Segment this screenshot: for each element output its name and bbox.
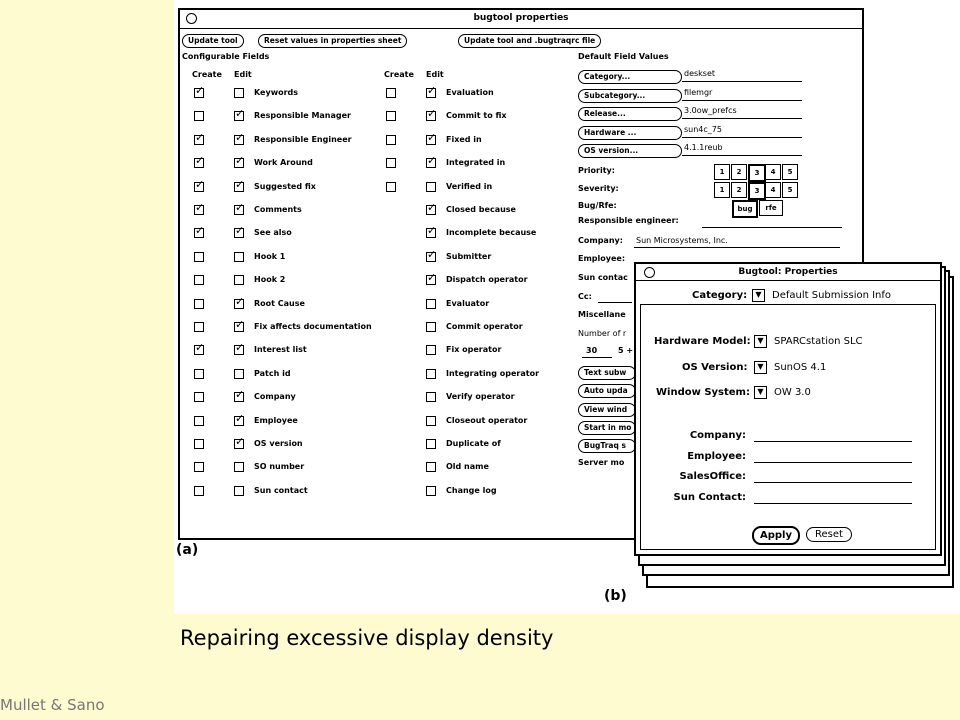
option-button[interactable]: Auto upda — [578, 384, 636, 398]
edit-checkbox[interactable] — [426, 252, 436, 262]
field-label: Evaluation — [446, 88, 494, 97]
sun-contact-label: Sun contac — [578, 273, 628, 282]
severity-option[interactable]: 3 — [748, 182, 766, 200]
miscellaneous-label: Miscellane — [578, 310, 626, 319]
configurable-fields-heading: Configurable Fields — [182, 52, 270, 61]
field-label: Employee — [254, 415, 298, 425]
edit-checkbox[interactable] — [234, 462, 244, 472]
edit-checkbox[interactable] — [234, 205, 244, 215]
field-label: Root Cause — [254, 298, 305, 308]
default-field-value: sun4c_75 — [684, 124, 722, 134]
category-value: Default Submission Info — [772, 290, 892, 301]
bugrfe-option[interactable]: rfe — [759, 200, 783, 216]
panel-b-field-label: Sun Contact: — [673, 491, 746, 503]
create-checkbox[interactable] — [194, 205, 204, 215]
default-field-underline — [682, 81, 802, 82]
company-underline — [634, 247, 840, 248]
option-button[interactable]: BugTraq s — [578, 439, 636, 453]
field-label: Incomplete because — [446, 228, 537, 238]
panel-b-field-label: Company: — [689, 430, 746, 441]
hardware-value: SPARCstation SLC — [774, 336, 863, 347]
panel-b-field-input[interactable] — [754, 462, 912, 463]
window-system-label: Window System: — [656, 387, 750, 398]
number-label: Number of r — [578, 329, 627, 338]
severity-option[interactable]: 4 — [765, 182, 781, 198]
option-button[interactable]: Text subw — [578, 366, 636, 380]
cc-label: Cc: — [578, 292, 592, 301]
option-button[interactable]: Start in mo — [578, 421, 636, 435]
edit-checkbox[interactable] — [426, 439, 436, 449]
field-label: Responsible Manager — [254, 111, 351, 121]
number-underline — [582, 357, 612, 358]
os-version-menu-icon[interactable]: ▼ — [754, 361, 767, 374]
edit-checkbox[interactable] — [234, 299, 244, 309]
edit-checkbox[interactable] — [426, 462, 436, 472]
os-version-value: SunOS 4.1 — [774, 362, 827, 373]
toolbar-button-1[interactable]: Update tool — [182, 34, 244, 48]
field-label: Dispatch operator — [446, 275, 528, 285]
field-label: Evaluator — [446, 298, 490, 308]
hardware-menu-icon[interactable]: ▼ — [754, 335, 767, 348]
field-label: Change log — [446, 485, 497, 495]
priority-option[interactable]: 3 — [748, 164, 766, 182]
edit-checkbox[interactable] — [426, 135, 436, 145]
bugrfe-option[interactable]: bug — [732, 200, 758, 218]
reset-button[interactable] — [806, 527, 852, 542]
field-label: Integrating operator — [446, 368, 540, 378]
field-label: Comments — [254, 205, 302, 214]
edit-checkbox[interactable] — [234, 439, 244, 449]
field-label: Closed because — [446, 205, 516, 214]
priority-option[interactable]: 1 — [714, 164, 730, 180]
create-checkbox[interactable] — [194, 369, 204, 379]
default-field-button[interactable]: Category... — [578, 70, 682, 84]
field-label: Verify operator — [446, 392, 515, 402]
create-checkbox[interactable] — [194, 275, 204, 285]
default-field-value: deskset — [684, 69, 716, 78]
default-field-button[interactable]: Release... — [578, 107, 682, 121]
edit-checkbox[interactable] — [234, 275, 244, 285]
hardware-label: Hardware Model: — [654, 336, 751, 347]
panel-b-titlebar-line — [636, 280, 940, 281]
field-label: Commit to fix — [446, 111, 507, 121]
create-checkbox[interactable] — [194, 439, 204, 449]
window-system-value: OW 3.0 — [774, 387, 811, 398]
create-checkbox[interactable] — [194, 322, 204, 332]
default-field-button[interactable]: Hardware ... — [578, 126, 682, 140]
field-label: Hook 2 — [254, 275, 286, 285]
default-field-button[interactable]: Subcategory... — [578, 89, 682, 103]
option-button[interactable]: View wind — [578, 403, 636, 417]
bugrfe-label: Bug/Rfe: — [578, 201, 617, 210]
employee-label: Employee: — [578, 254, 626, 263]
field-label: OS version — [254, 439, 303, 448]
priority-option[interactable]: 4 — [765, 164, 781, 180]
field-label: Sun contact — [254, 485, 308, 495]
field-label: Responsible Engineer — [254, 134, 352, 144]
create-checkbox[interactable] — [386, 158, 396, 168]
edit-checkbox[interactable] — [426, 392, 436, 402]
create-checkbox[interactable] — [194, 228, 204, 238]
field-label: Closeout operator — [446, 415, 528, 425]
field-label: Hook 1 — [254, 251, 286, 261]
edit-checkbox[interactable] — [234, 486, 244, 496]
edit-checkbox[interactable] — [234, 369, 244, 379]
footer-author: Mullet & Sano — [0, 696, 105, 714]
create-checkbox[interactable] — [194, 486, 204, 496]
slide-caption: Repairing excessive display density — [180, 626, 554, 650]
create-checkbox[interactable] — [386, 182, 396, 192]
edit-checkbox[interactable] — [426, 299, 436, 309]
panel-b-field-input[interactable] — [754, 503, 912, 504]
edit-checkbox[interactable] — [234, 158, 244, 168]
field-label: Interest list — [254, 345, 307, 355]
panel-b-field-input[interactable] — [754, 441, 912, 442]
number-value: 30 — [586, 346, 598, 355]
field-label: Work Around — [254, 158, 313, 168]
create-checkbox[interactable] — [386, 111, 396, 121]
panel-b-field-label: SalesOffice: — [679, 471, 746, 482]
edit-checkbox[interactable] — [426, 182, 436, 192]
default-field-underline — [682, 155, 802, 156]
default-field-values-heading: Default Field Values — [578, 52, 669, 61]
field-label: Integrated in — [446, 158, 506, 168]
reset-button-label: Reset — [815, 529, 843, 540]
edit-checkbox[interactable] — [234, 345, 244, 355]
responsible-engineer-underline — [702, 227, 842, 228]
field-label: Commit operator — [446, 322, 523, 331]
panel-a-titlebar-line — [180, 28, 862, 29]
edit-checkbox[interactable] — [426, 322, 436, 332]
edit-checkbox[interactable] — [426, 205, 436, 215]
create-checkbox[interactable] — [386, 135, 396, 145]
create-checkbox[interactable] — [194, 88, 204, 98]
field-label: SO number — [254, 462, 305, 472]
field-label: Keywords — [254, 88, 299, 97]
panel-b-title: Bugtool: Properties — [738, 267, 838, 277]
edit-checkbox[interactable] — [234, 322, 244, 332]
field-label: Patch id — [254, 368, 291, 378]
default-field-underline — [682, 118, 802, 119]
edit-checkbox[interactable] — [234, 182, 244, 192]
create-checkbox[interactable] — [194, 299, 204, 309]
field-label: Fixed in — [446, 134, 482, 144]
edit-checkbox[interactable] — [234, 252, 244, 262]
edit-checkbox[interactable] — [426, 345, 436, 355]
panel-b-field-input[interactable] — [754, 482, 912, 483]
col-edit-left: Edit — [234, 70, 252, 79]
default-field-value: filemgr — [684, 87, 713, 97]
field-label: Fix operator — [446, 345, 502, 355]
edit-checkbox[interactable] — [426, 416, 436, 426]
edit-checkbox[interactable] — [426, 369, 436, 379]
priority-label: Priority: — [578, 166, 615, 175]
edit-checkbox[interactable] — [426, 111, 436, 121]
default-field-value: 3.0ow_prefcs — [684, 106, 737, 115]
create-checkbox[interactable] — [194, 182, 204, 192]
default-field-underline — [682, 100, 802, 101]
category-label: Category: — [692, 290, 748, 301]
company-value: Sun Microsystems, Inc. — [636, 236, 728, 245]
edit-checkbox[interactable] — [234, 135, 244, 145]
edit-checkbox[interactable] — [234, 111, 244, 121]
edit-checkbox[interactable] — [426, 275, 436, 285]
col-create-left: Create — [192, 70, 222, 79]
field-label: Fix affects documentation — [254, 322, 372, 331]
priority-option[interactable]: 2 — [731, 164, 747, 180]
field-label: Old name — [446, 462, 489, 472]
severity-option[interactable]: 2 — [731, 182, 747, 198]
create-checkbox[interactable] — [194, 158, 204, 168]
severity-label: Severity: — [578, 184, 619, 193]
edit-checkbox[interactable] — [426, 228, 436, 238]
panel-b-window — [634, 262, 942, 556]
panel-a-title: bugtool properties — [473, 13, 569, 23]
company-label: Company: — [578, 236, 623, 245]
field-label: Verified in — [446, 181, 493, 191]
cc-underline — [598, 302, 632, 303]
server-label: Server mo — [578, 458, 625, 467]
create-checkbox[interactable] — [194, 345, 204, 355]
severity-option[interactable]: 5 — [782, 182, 798, 198]
edit-checkbox[interactable] — [234, 228, 244, 238]
edit-checkbox[interactable] — [234, 88, 244, 98]
default-field-underline — [682, 137, 802, 138]
severity-option[interactable]: 1 — [714, 182, 730, 198]
edit-checkbox[interactable] — [426, 88, 436, 98]
toolbar-button-3[interactable]: Update tool and .bugtraqrc file — [458, 34, 601, 48]
field-label: Company — [254, 392, 296, 402]
create-checkbox[interactable] — [194, 111, 204, 121]
apply-button[interactable] — [752, 526, 800, 545]
create-checkbox[interactable] — [194, 462, 204, 472]
priority-option[interactable]: 5 — [782, 164, 798, 180]
edit-checkbox[interactable] — [426, 158, 436, 168]
create-checkbox[interactable] — [194, 135, 204, 145]
field-label: Duplicate of — [446, 439, 501, 448]
window-system-menu-icon[interactable]: ▼ — [754, 386, 767, 399]
toolbar-button-2[interactable]: Reset values in properties sheet — [258, 34, 407, 48]
apply-button-label: Apply — [759, 530, 792, 541]
number-suffix: 5 + — [618, 346, 634, 355]
panel-b-field-label: Employee: — [687, 450, 746, 462]
category-menu-icon[interactable]: ▼ — [752, 289, 765, 302]
create-checkbox[interactable] — [194, 252, 204, 262]
field-label: Submitter — [446, 251, 492, 261]
default-field-button[interactable]: OS version... — [578, 144, 682, 158]
edit-checkbox[interactable] — [234, 416, 244, 426]
os-version-label: OS Version: — [682, 362, 748, 373]
create-checkbox[interactable] — [194, 416, 204, 426]
create-checkbox[interactable] — [386, 88, 396, 98]
panel-b-caption: (b) — [604, 588, 627, 604]
edit-checkbox[interactable] — [426, 486, 436, 496]
default-field-value: 4.1.1reub — [684, 143, 723, 152]
figure-area — [174, 0, 960, 614]
col-create-right: Create — [384, 70, 414, 79]
panel-a-caption: (a) — [176, 542, 199, 558]
create-checkbox[interactable] — [194, 392, 204, 402]
col-edit-right: Edit — [426, 70, 444, 79]
field-label: Suggested fix — [254, 181, 316, 191]
field-label: See also — [254, 228, 292, 238]
responsible-engineer-label: Responsible engineer: — [578, 216, 679, 225]
edit-checkbox[interactable] — [234, 392, 244, 402]
